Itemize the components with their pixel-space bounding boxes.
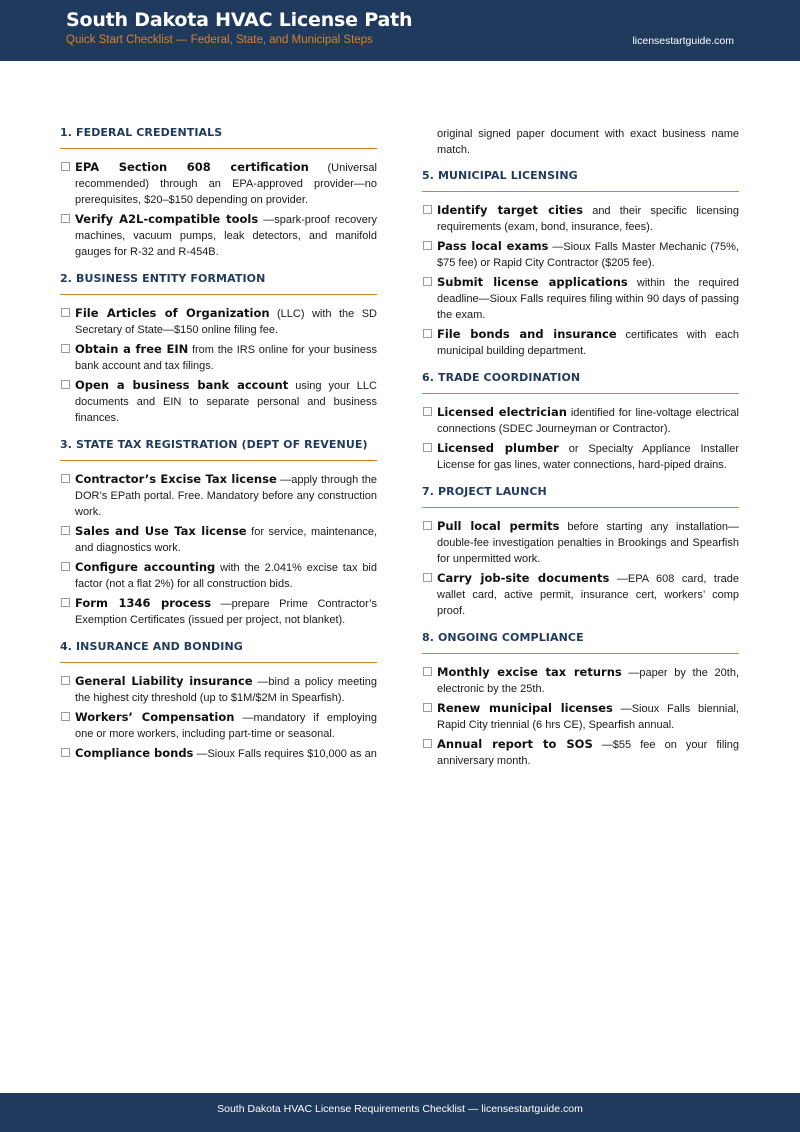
- checkbox[interactable]: [423, 277, 432, 286]
- item-text: and their specific licensing requirements (exam, bond, insurance, fees).: [437, 205, 739, 233]
- checkbox[interactable]: [423, 573, 432, 582]
- checklist-item: [60, 211, 377, 260]
- item-heading: Monthly excise tax returns: [437, 665, 622, 679]
- section-title: 1. FEDERAL CREDENTIALS: [60, 126, 377, 149]
- checklist-item: [422, 518, 739, 567]
- item-text: (LLC) with the SD Secretary of State—$150 online filing fee.: [75, 308, 377, 336]
- checkbox[interactable]: [423, 703, 432, 712]
- item-heading: EPA Section 608 certification: [75, 160, 309, 174]
- section-municipal-licensing: [422, 169, 739, 359]
- item-heading: Carry job-site documents: [437, 571, 610, 585]
- item-text: from the IRS online for your business bank account and tax filings.: [75, 344, 378, 372]
- item-heading: Contractor’s Excise Tax license: [75, 472, 277, 486]
- item-heading: Form 1346 process: [75, 596, 212, 610]
- item-text: certificates with each municipal building department.: [437, 329, 739, 357]
- item-text: —$55 fee on your filing anniversary month.: [437, 739, 739, 767]
- section-state-tax-registration: [60, 438, 377, 628]
- item-text: identified for line-voltage electrical connections (SDEC Journeyman or Contractor).: [437, 407, 739, 435]
- checklist-item: [60, 673, 377, 706]
- header-site-link[interactable]: licensestartguide.com: [632, 35, 734, 47]
- checkbox[interactable]: [423, 443, 432, 452]
- item-heading: Licensed plumber: [437, 441, 559, 455]
- section-title: 4. INSURANCE AND BONDING: [60, 640, 377, 663]
- item-heading: Workers’ Compensation: [75, 710, 235, 724]
- checklist-item: [422, 274, 739, 323]
- section-ongoing-compliance: [422, 631, 739, 769]
- section-insurance-and-bonding: [60, 640, 377, 762]
- checkbox[interactable]: [423, 521, 432, 530]
- item-heading: File Articles of Organization: [75, 306, 270, 320]
- footer-text: South Dakota HVAC License Requirements Checklist — licensestartguide.com: [217, 1103, 583, 1115]
- section-title: 7. PROJECT LAUNCH: [422, 485, 739, 508]
- item-text: —paper by the 20th, electronic by the 25th.: [437, 667, 740, 695]
- checklist-item: [422, 570, 739, 619]
- item-text: within the required deadline—Sioux Falls requires filing within 90 days of passing the exam.: [437, 277, 739, 321]
- item-text-continuation: original signed paper document with exact business name match.: [437, 128, 739, 156]
- item-heading: General Liability insurance: [75, 674, 253, 688]
- checklist-item: [60, 341, 377, 374]
- checklist-item: [60, 709, 377, 742]
- checklist-item: [60, 595, 377, 628]
- item-heading: Sales and Use Tax license: [75, 524, 247, 538]
- item-text: —EPA 608 card, trade wallet card, active permit, insurance cert, workers’ comp proof.: [437, 573, 739, 617]
- item-heading: Annual report to SOS: [437, 737, 593, 751]
- page-footer: [0, 1093, 800, 1132]
- item-text: (Universal recommended) through an EPA-approved provider—no prerequisites, $20–$150 depending on provider.: [75, 162, 377, 206]
- checkbox[interactable]: [61, 748, 70, 757]
- checklist-item: [60, 745, 377, 762]
- section-title: 3. STATE TAX REGISTRATION (DEPT OF REVENUE): [60, 438, 377, 461]
- checklist-item: [60, 471, 377, 520]
- item-text: —bind a policy meeting the highest city threshold (up to $1M/$2M in Spearfish).: [75, 676, 377, 704]
- checkbox[interactable]: [61, 562, 70, 571]
- checkbox[interactable]: [423, 329, 432, 338]
- checklist-item: [422, 700, 739, 733]
- item-heading: Compliance bonds: [75, 746, 194, 760]
- item-text: —Sioux Falls Master Mechanic (75%, $75 fee) or Rapid City Contractor ($205 fee).: [437, 241, 739, 269]
- checklist-item: [60, 159, 377, 208]
- item-heading: File bonds and insurance: [437, 327, 617, 341]
- checklist-item: [422, 664, 739, 697]
- item-text: for service, maintenance, and diagnostics work.: [75, 526, 377, 554]
- item-heading: Renew municipal licenses: [437, 701, 613, 715]
- left-column: [60, 126, 377, 774]
- section-project-launch: [422, 485, 739, 619]
- section-title: 6. TRADE COORDINATION: [422, 371, 739, 394]
- right-column: [422, 126, 739, 781]
- item-heading: Submit license applications: [437, 275, 628, 289]
- item-heading: Open a business bank account: [75, 378, 289, 392]
- item-heading: Obtain a free EIN: [75, 342, 189, 356]
- checkbox[interactable]: [423, 739, 432, 748]
- item-text: —Sioux Falls biennial, Rapid City triennial (6 hrs CE), Spearfish annual.: [437, 703, 739, 731]
- checklist-item: [422, 326, 739, 359]
- item-text: —mandatory if employing one or more workers, including part-time or seasonal.: [75, 712, 377, 740]
- checkbox[interactable]: [61, 712, 70, 721]
- item-heading: Pass local exams: [437, 239, 549, 253]
- item-text: —apply through the DOR’s EPath portal. Free. Mandatory before any construction work.: [75, 474, 377, 518]
- page-title: South Dakota HVAC License Path: [66, 9, 413, 31]
- section-title: 5. MUNICIPAL LICENSING: [422, 169, 739, 192]
- item-text: with the 2.041% excise tax bid factor (not a flat 2%) for all construction bids.: [75, 562, 377, 590]
- checklist-item: [60, 305, 377, 338]
- section-title: 8. ONGOING COMPLIANCE: [422, 631, 739, 654]
- item-text: —Sioux Falls requires $10,000 as an: [193, 748, 377, 760]
- section-federal-credentials: [60, 126, 377, 260]
- checkbox[interactable]: [61, 598, 70, 607]
- checkbox[interactable]: [61, 676, 70, 685]
- checkbox[interactable]: [61, 344, 70, 353]
- checklist-item: [422, 440, 739, 473]
- page-subtitle: Quick Start Checklist — Federal, State, and Municipal Steps: [66, 34, 373, 46]
- checkbox[interactable]: [61, 162, 70, 171]
- item-text: or Specialty Appliance Installer License for gas lines, water connections, hard-piped drains.: [437, 443, 739, 471]
- item-heading: Licensed electrician: [437, 405, 567, 419]
- checklist-item: [422, 202, 739, 235]
- item-text: —prepare Prime Contractor’s Exemption Certificates (issued per project, not blanket).: [75, 598, 377, 626]
- item-heading: Verify A2L-compatible tools: [75, 212, 259, 226]
- section-title: 2. BUSINESS ENTITY FORMATION: [60, 272, 377, 295]
- page-header: [0, 0, 800, 61]
- checkbox[interactable]: [423, 407, 432, 416]
- section-business-entity-formation: [60, 272, 377, 426]
- section-trade-coordination: [422, 371, 739, 473]
- checkbox[interactable]: [61, 526, 70, 535]
- item-text: before starting any installation—double-fee investigation penalties in Brookings and Spearfish for unpermitted work.: [437, 521, 740, 565]
- checklist-item: [60, 377, 377, 426]
- checkbox[interactable]: [423, 205, 432, 214]
- item-heading: Identify target cities: [437, 203, 584, 217]
- checklist-item: [422, 736, 739, 769]
- checklist-item: [60, 523, 377, 556]
- checklist-item: [422, 238, 739, 271]
- checkbox[interactable]: [61, 474, 70, 483]
- checkbox[interactable]: [423, 667, 432, 676]
- checkbox[interactable]: [61, 214, 70, 223]
- checkbox[interactable]: [423, 241, 432, 250]
- item-text: —spark-proof recovery machines, vacuum pumps, leak detectors, and manifold gauges for R-32 and R-454B.: [75, 214, 377, 258]
- checkbox[interactable]: [61, 380, 70, 389]
- item-heading: Configure accounting: [75, 560, 216, 574]
- item-text: using your LLC documents and EIN to separate personal and business finances.: [75, 380, 377, 424]
- checkbox[interactable]: [61, 308, 70, 317]
- checklist-item: [422, 404, 739, 437]
- checklist-item: [60, 559, 377, 592]
- item-heading: Pull local permits: [437, 519, 560, 533]
